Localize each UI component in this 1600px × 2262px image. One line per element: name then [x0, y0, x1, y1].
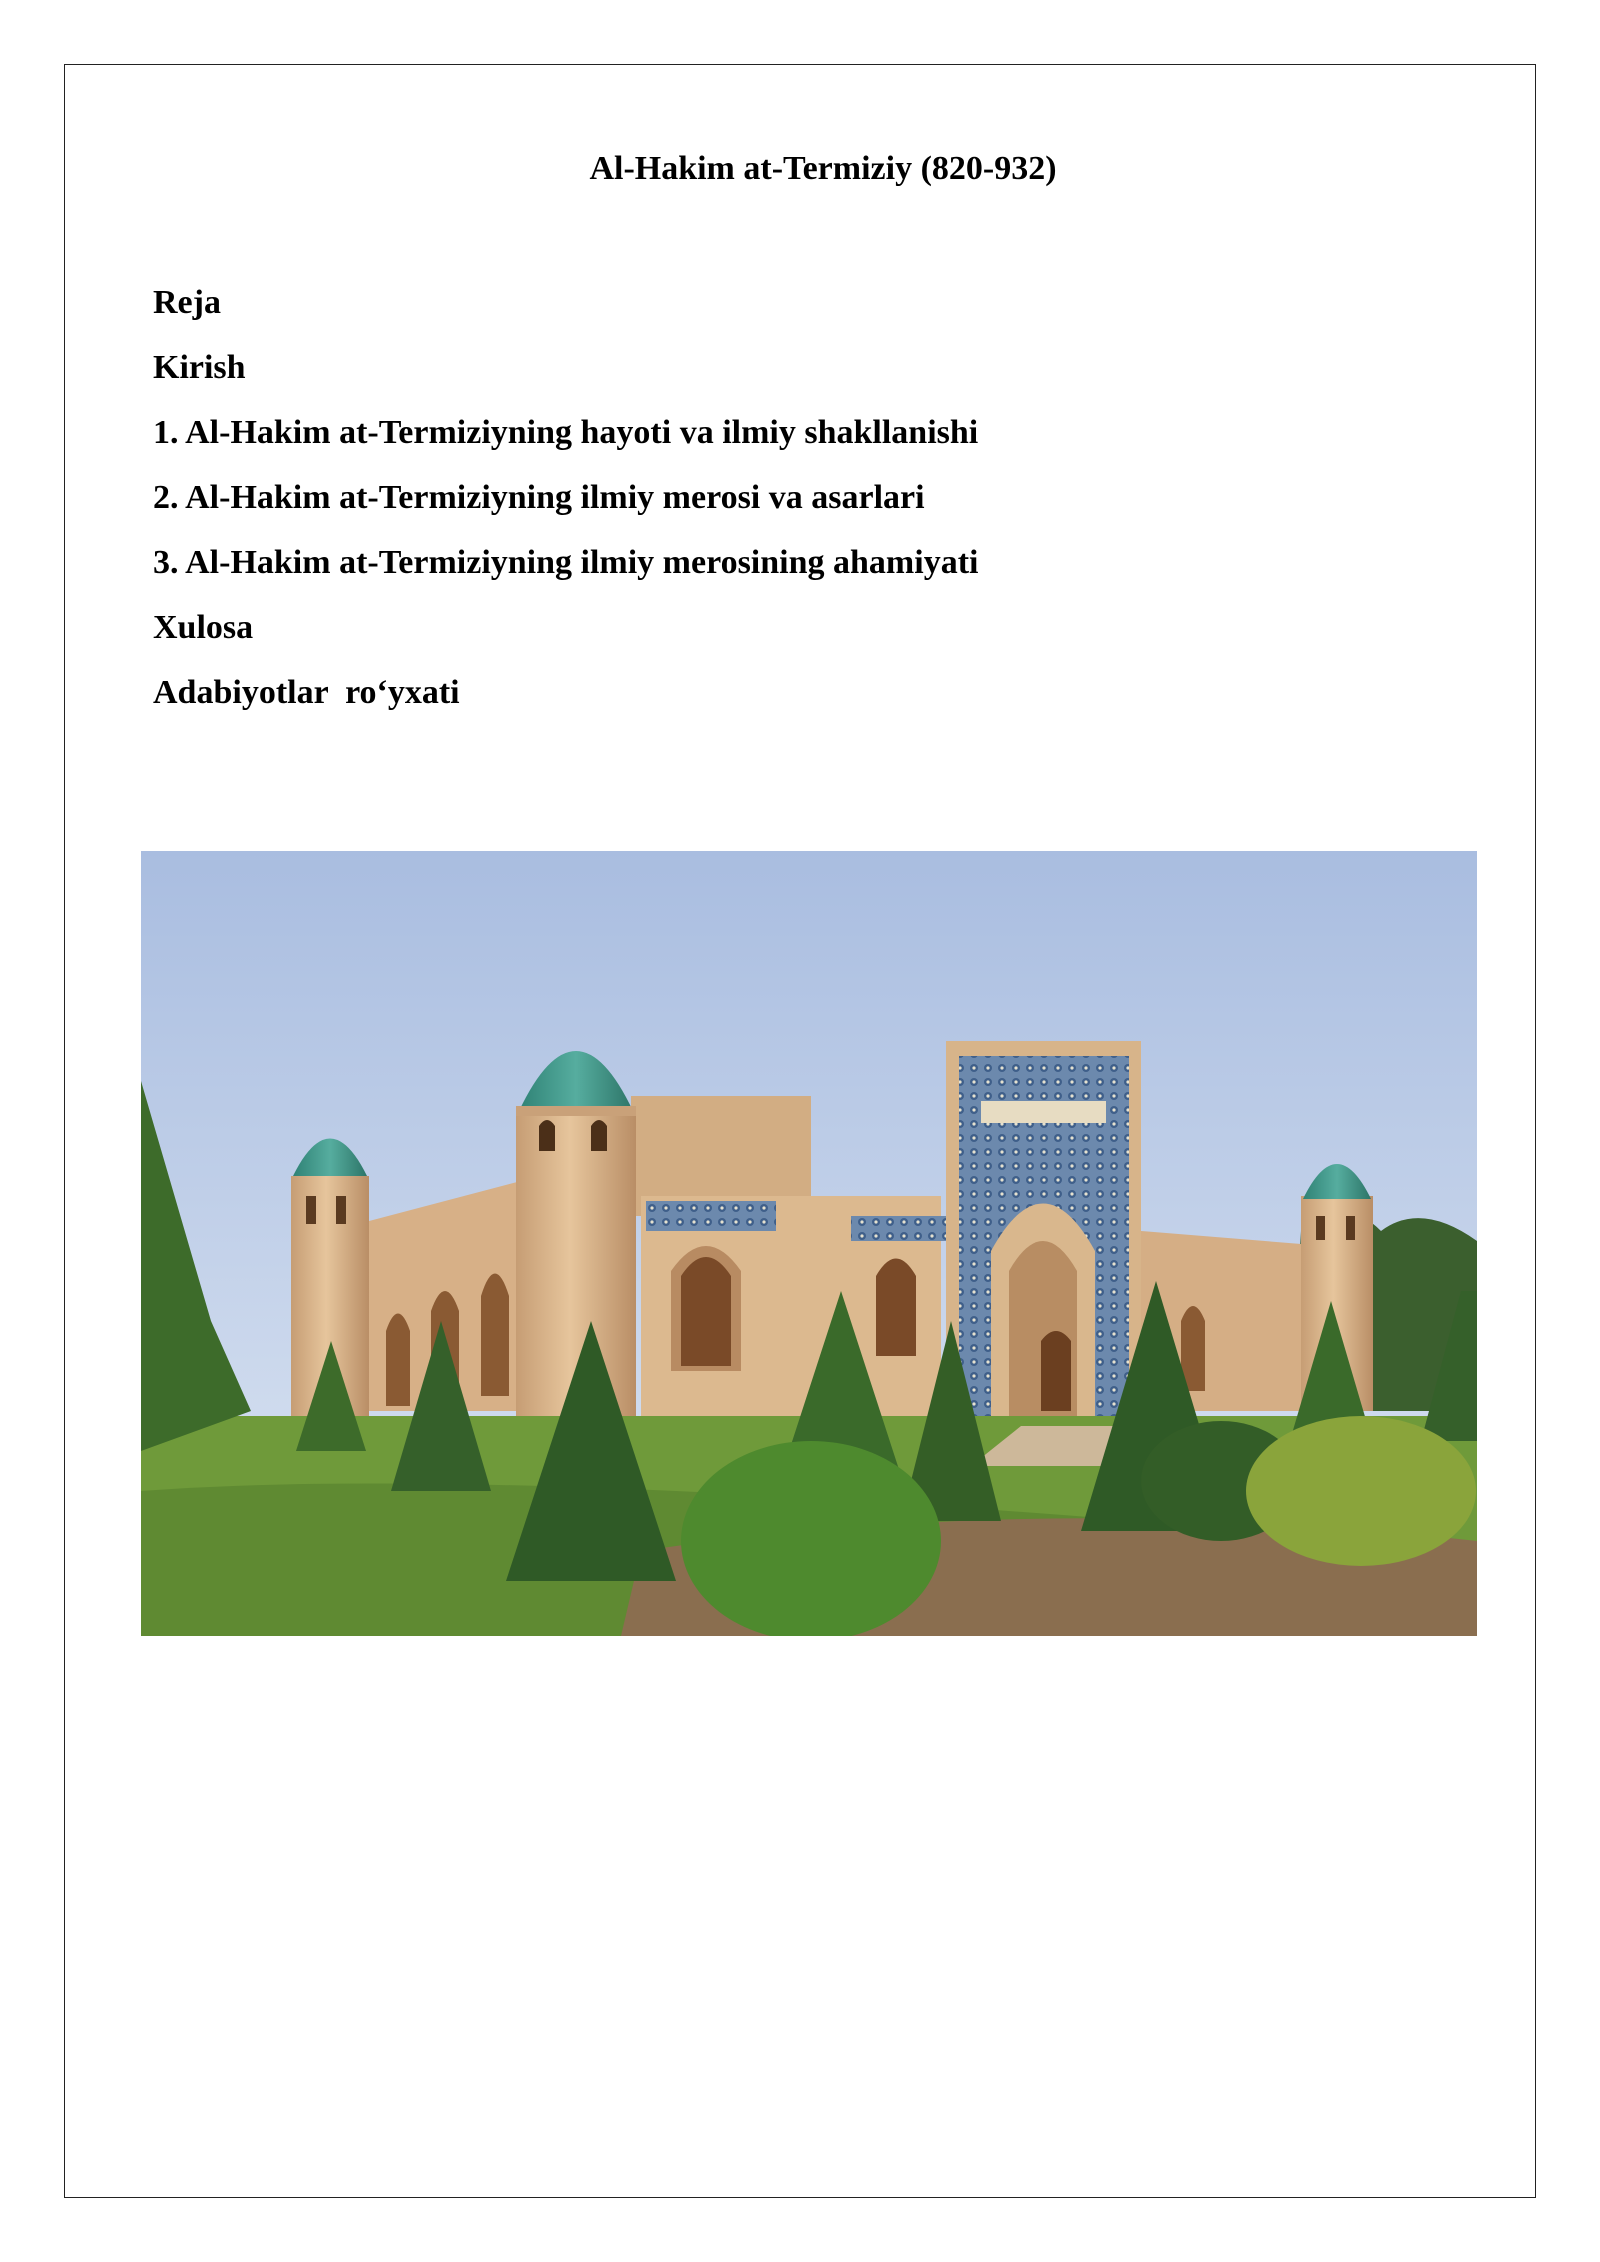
plan-item-3: 3. Al-Hakim at-Termiziyning ilmiy merosining ahamiyati: [153, 544, 979, 581]
round-shrub: [681, 1441, 941, 1636]
central-window: [681, 1257, 731, 1366]
plan-heading: Reja: [153, 284, 221, 321]
plan-item-2: 2. Al-Hakim at-Termiziyning ilmiy merosi va asarlari: [153, 479, 925, 516]
document-title: Al-Hakim at-Termiziy (820-932): [589, 150, 1057, 187]
plan-list: [153, 283, 978, 738]
right-window: [876, 1259, 916, 1357]
plan-item-conclusion: Xulosa: [153, 609, 254, 646]
tile-frieze-left: [646, 1201, 776, 1231]
portal-inscription: [981, 1101, 1106, 1123]
yellow-shrub: [1246, 1416, 1476, 1566]
plan-item-1: 1. Al-Hakim at-Termiziyning hayoti va ilmiy shakllanishi: [153, 414, 979, 451]
plan-item-introduction: Kirish: [153, 349, 246, 386]
plan-item-references: Adabiyotlar ro‘yxati: [153, 674, 460, 711]
tile-frieze-right: [851, 1216, 946, 1241]
mausoleum-photo: [141, 851, 1477, 1636]
portal-door: [1041, 1331, 1071, 1411]
mausoleum-illustration: [141, 851, 1477, 1636]
